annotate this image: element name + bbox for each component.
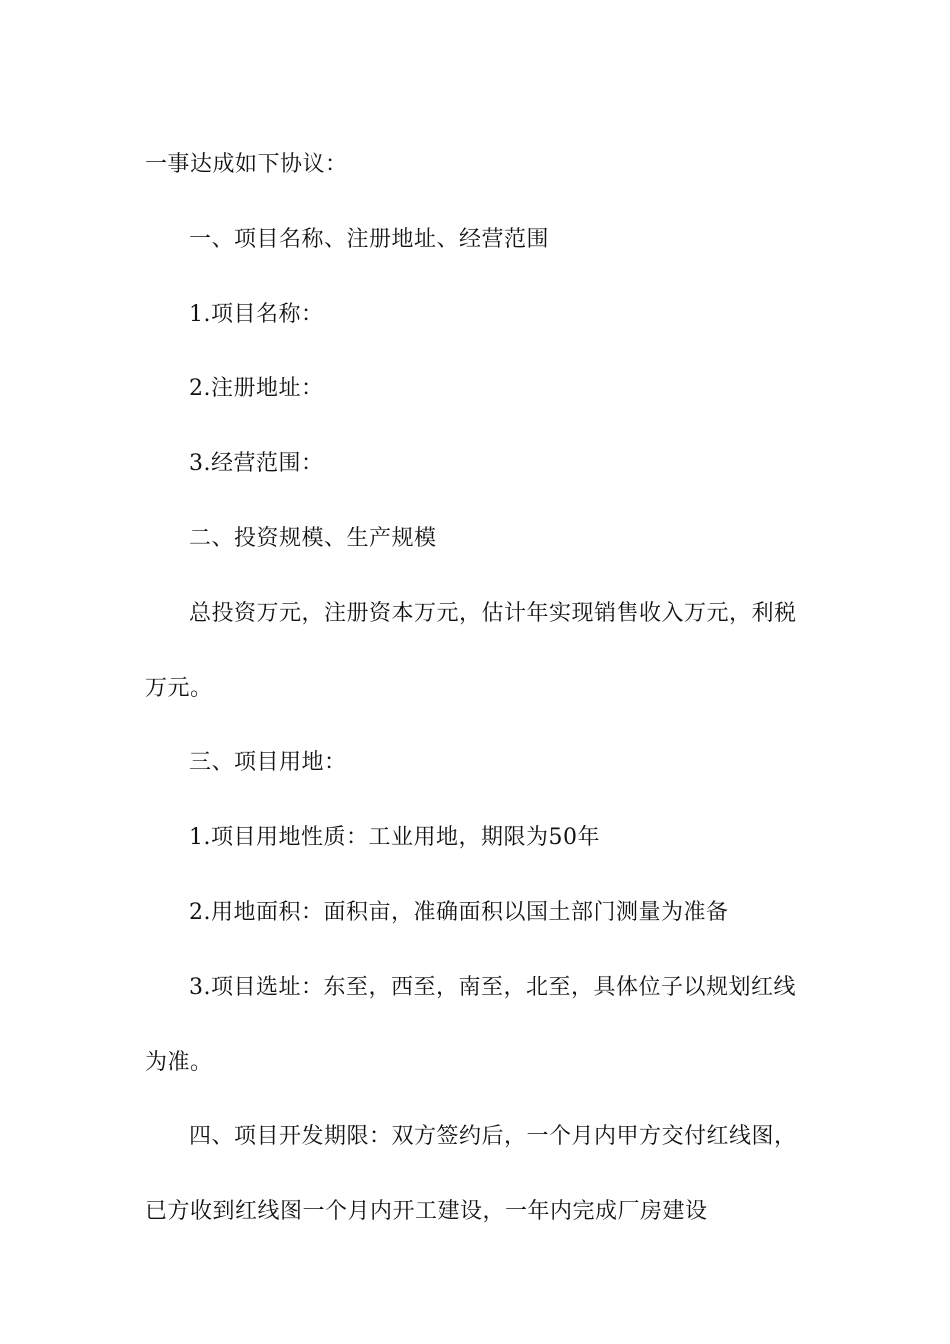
text-line: 万元。 <box>145 675 213 701</box>
text-line: 总投资万元，注册资本万元，估计年实现销售收入万元，利税 <box>189 600 797 626</box>
text-line: 2.用地面积：面积亩，准确面积以国土部门测量为准备 <box>189 899 729 925</box>
document-body <box>145 128 795 1250</box>
section-heading: 二、投资规模、生产规模 <box>189 525 437 551</box>
text-line: 1.项目用地性质：工业用地，期限为50年 <box>189 825 600 851</box>
text-line: 3.项目选址：东至，西至，南至，北至，具体位子以规划红线 <box>189 974 796 1000</box>
text-line: 1.项目名称： <box>189 301 324 327</box>
section-heading: 四、项目开发期限：双方签约后，一个月内甲方交付红线图， <box>189 1124 797 1150</box>
text-line: 为准。 <box>145 1049 213 1075</box>
text-line: 已方收到红线图一个月内开工建设，一年内完成厂房建设 <box>145 1199 708 1225</box>
section-heading: 三、项目用地： <box>189 750 347 776</box>
section-heading: 一、项目名称、注册地址、经营范围 <box>189 226 550 252</box>
text-line: 2.注册地址： <box>189 376 324 402</box>
text-line: 一事达成如下协议： <box>145 152 348 177</box>
text-line: 3.经营范围： <box>189 451 324 477</box>
